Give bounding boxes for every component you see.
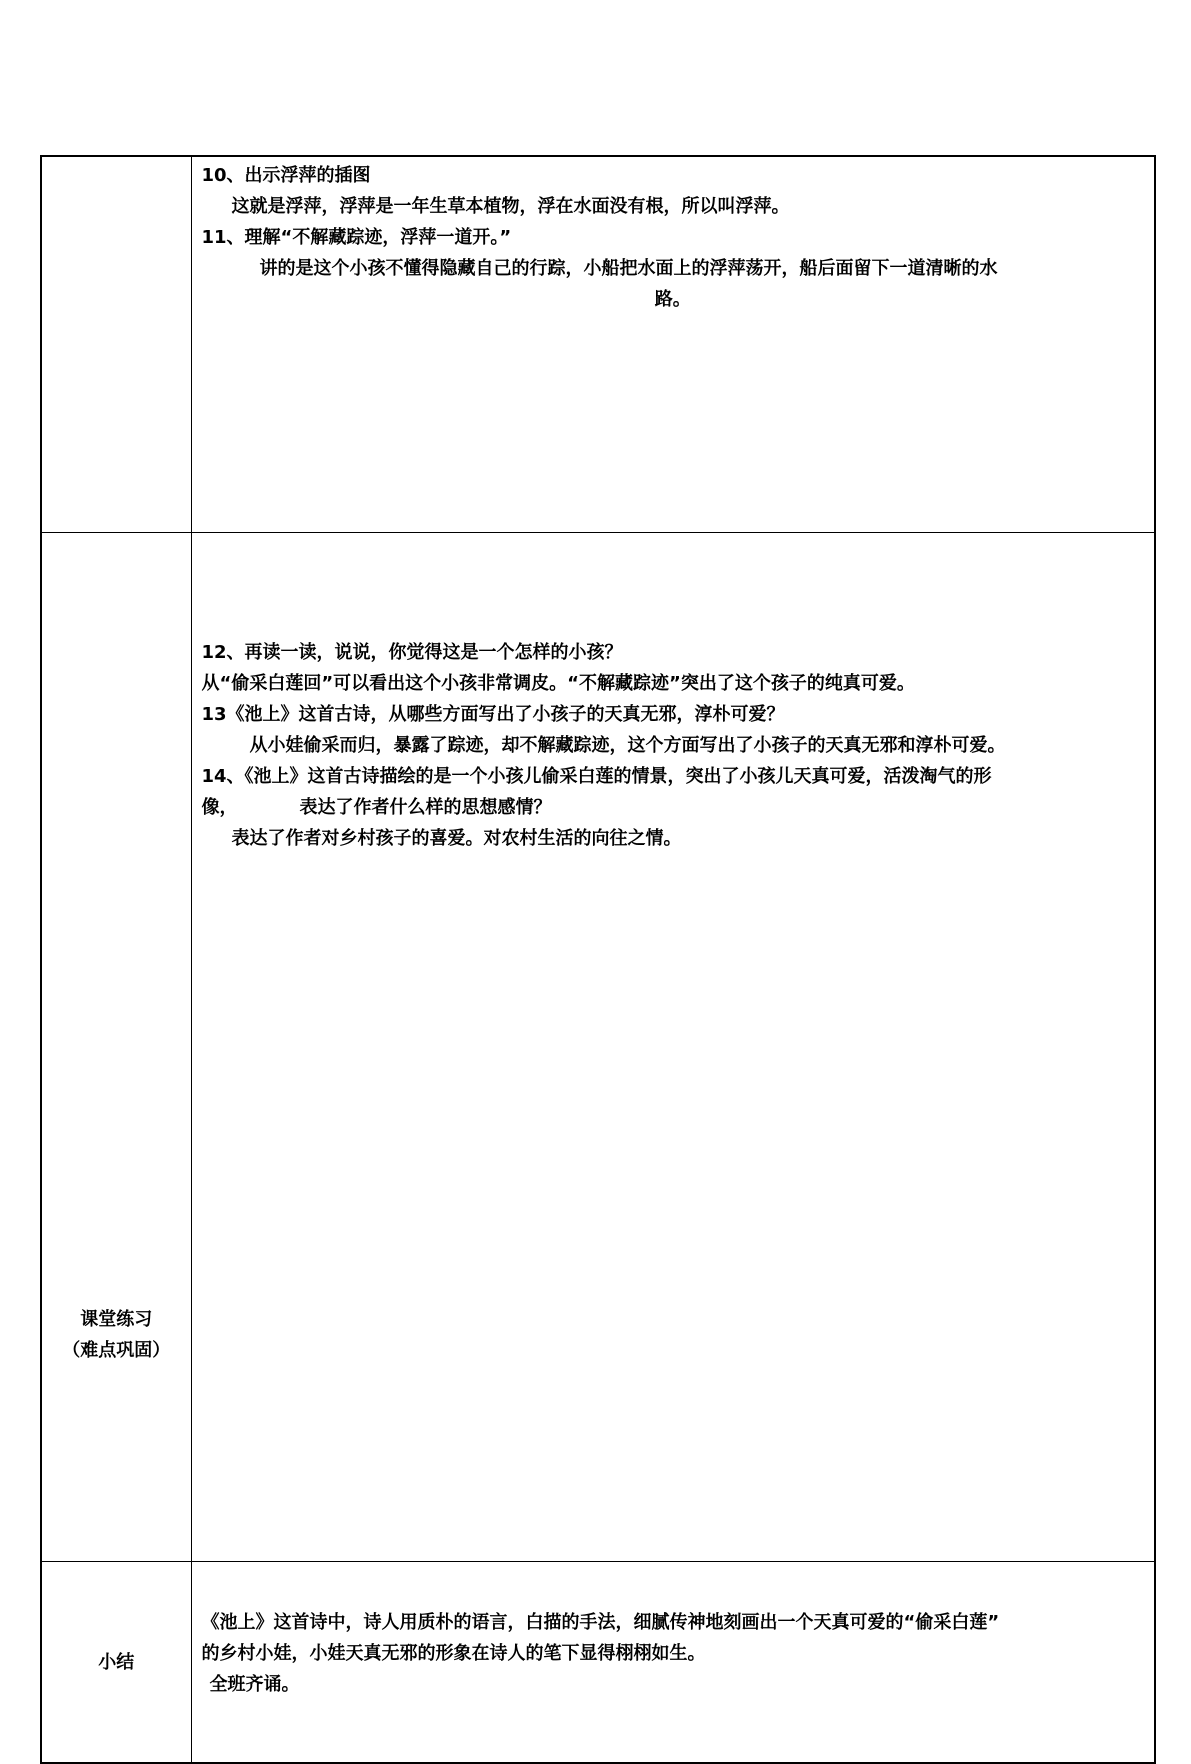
table-row — [41, 1562, 1155, 1764]
content-line: 的乡村小娃，小娃天真无邪的形象在诗人的笔下显得栩栩如生。 — [201, 1643, 706, 1664]
content-line-part: 像， — [201, 797, 238, 818]
row-label-sub: （难点巩固） — [62, 1340, 171, 1361]
content-line: 10、出示浮萍的插图 — [201, 165, 371, 186]
content-line: 12、再读一读，说说，你觉得这是一个怎样的小孩？ — [201, 642, 623, 663]
content-line: 14、《池上》这首古诗描绘的是一个小孩儿偷采白莲的情景，突出了小孩儿天真可爱，活泼淘气的形 — [201, 766, 992, 787]
content-line: 11、理解“不解藏踪迹，浮萍一道开。” — [201, 227, 512, 248]
row-label: 小结 — [98, 1651, 135, 1673]
content-line: 这就是浮萍，浮萍是一年生草本植物，浮在水面没有根，所以叫浮萍。 — [231, 196, 790, 217]
content-line: 表达了作者对乡村孩子的喜爱。对农村生活的向往之情。 — [231, 828, 682, 849]
content-line: 路。 — [654, 289, 691, 310]
row-content-cell — [191, 533, 1155, 1562]
table-row — [41, 533, 1155, 1562]
row-label-cell — [41, 533, 191, 1562]
row-label-cell — [41, 156, 191, 533]
content-line — [202, 792, 1145, 823]
row-label: 课堂练习 — [80, 1309, 153, 1330]
row-label-cell — [41, 1562, 191, 1764]
content-line: 讲的是这个小孩不懂得隐藏自己的行踪，小船把水面上的浮萍荡开，船后面留下一道清晰的水 — [259, 258, 998, 279]
content-line-part: 表达了作者什么样的思想感情？ — [299, 797, 552, 818]
row-content-cell — [191, 156, 1155, 533]
content-line: 全班齐诵。 — [209, 1674, 300, 1695]
content-line: 从小娃偷采而归，暴露了踪迹，却不解藏踪迹，这个方面写出了小孩子的天真无邪和淳朴可爱。 — [249, 735, 1006, 756]
content-line: 13《池上》这首古诗，从哪些方面写出了小孩子的天真无邪，淳朴可爱？ — [201, 704, 785, 725]
table-row — [41, 156, 1155, 533]
content-line: 《池上》这首诗中，诗人用质朴的语言，白描的手法，细腻传神地刻画出一个天真可爱的“偷采白莲” — [201, 1612, 1000, 1633]
row-content-cell — [191, 1562, 1155, 1764]
content-line: 从“偷采白莲回”可以看出这个小孩非常调皮。“不解藏踪迹”突出了这个孩子的纯真可爱。 — [201, 673, 915, 694]
lesson-plan-table — [40, 155, 1156, 1764]
